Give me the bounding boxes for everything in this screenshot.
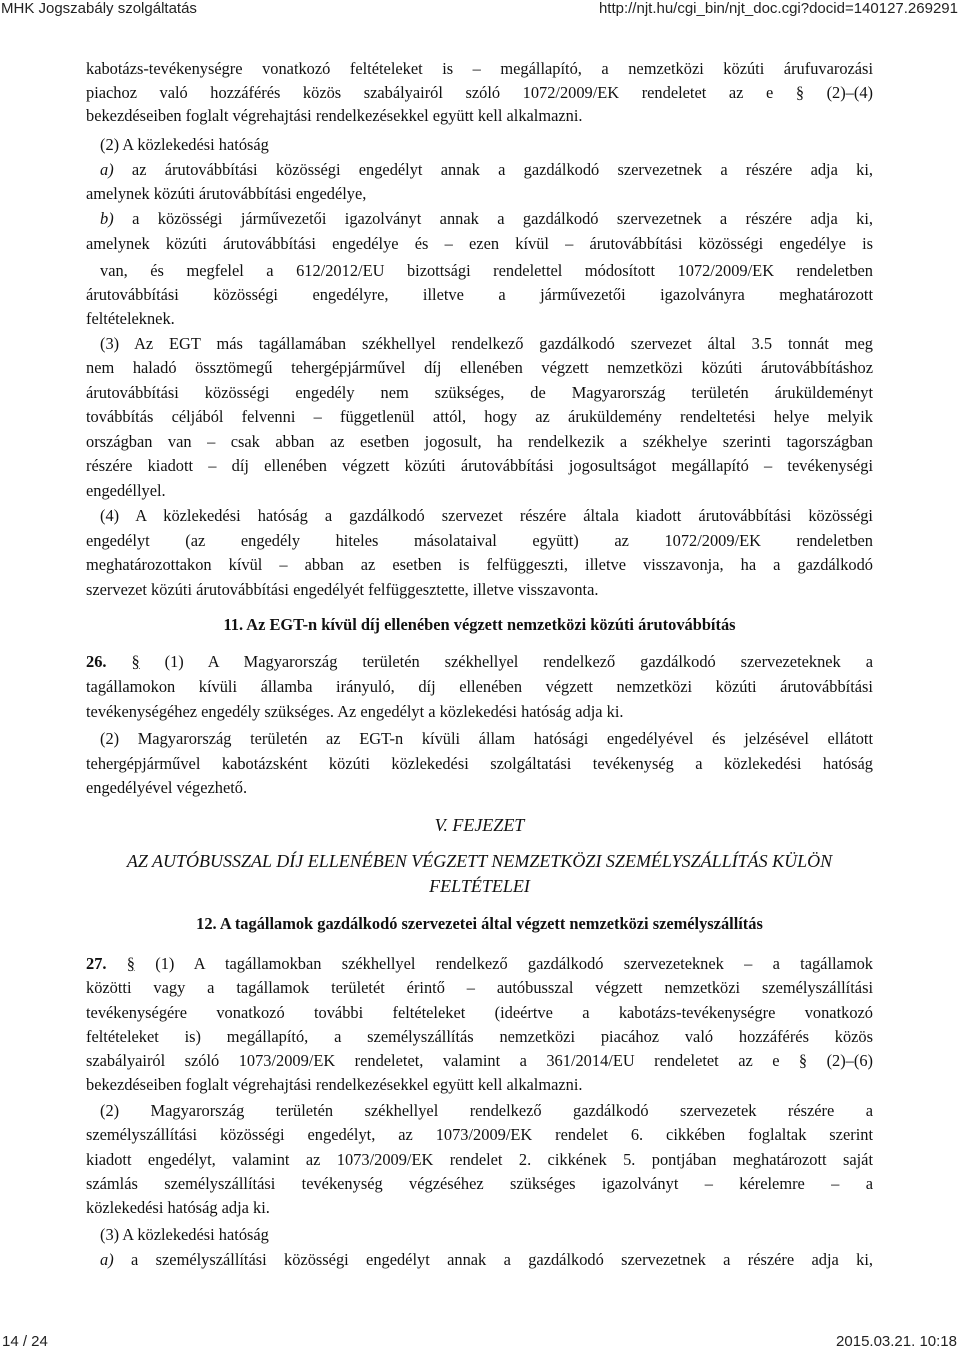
- text-line: tagállamokon kívüli államba irányuló, díj ellenében végzett nemzetközi közúti árutovábbítási: [86, 677, 873, 696]
- paragraph-3: (3) Az EGT más tagállamában székhellyel rendelkező gazdálkodó szervezet által 3.5 tonnát meg: [100, 334, 873, 353]
- point-b-label: b): [100, 209, 114, 228]
- text-line: tevékenységéhez engedély szükséges. Az engedélyt a közlekedési hatóság adja ki.: [86, 702, 624, 721]
- text-line: nem haladó össztömegű tehergépjárművel díj ellenében végzett nemzetközi közúti árutovábbításhoz: [86, 358, 873, 377]
- text-line: közlekedési hatóság adja ki.: [86, 1198, 270, 1217]
- section-27-text: (1) A tagállamokban székhellyel rendelkező gazdálkodó szervezeteknek – a tagállamok: [134, 954, 873, 973]
- point-b-text: a közösségi járművezetői igazolványt annak a gazdálkodó szervezetnek a részére adja ki,: [113, 209, 873, 228]
- section-26-text: (1) A Magyarország területén székhellyel rendelkező gazdálkodó szervezeteknek a: [139, 652, 873, 671]
- text-line: kiadott engedélyt, valamint az 1073/2009/EK rendelet 2. cikkének 5. pontjában meghatározott saját: [86, 1150, 873, 1169]
- point-a-text: az árutovábbítási közösségi engedélyt annak a gazdálkodó szervezetnek a részére adja ki,: [113, 160, 873, 179]
- text-line: tevékenységére vonatkozó további feltételeket (ideértve a kabotázs-tevékenységre vonatkozó: [86, 1003, 873, 1022]
- text-line: bekezdéseiben foglalt végrehajtási rendelkezésekkel együtt kell alkalmazni.: [86, 1075, 583, 1094]
- chapter-number: V. FEJEZET: [434, 815, 525, 835]
- page-number: 14 / 24: [2, 1333, 48, 1350]
- paragraph-27-2: (2) Magyarország területén székhellyel rendelkező gazdálkodó szervezetek részére a: [100, 1101, 873, 1120]
- point-a-text: a személyszállítási közösségi engedélyt annak a gazdálkodó szervezetnek a részére adja ki,: [113, 1250, 873, 1269]
- header-site-name: MHK Jogszabály szolgáltatás: [1, 0, 197, 17]
- text-line: amelynek közúti árutovábbítási engedélye és – ezen kívül – árutovábbítási közösségi engedélye is: [86, 234, 873, 253]
- text-line: szervezet közúti árutovábbítási engedélyét felfüggesztette, illetve visszavonta.: [86, 580, 599, 599]
- text-line: országban van – csak abban az esetben jogosult, ha rendelkezik a székhelye szerinti tagországban: [86, 432, 873, 451]
- chapter-title-cont: FELTÉTELEI: [429, 876, 530, 896]
- point-b: [100, 207, 873, 232]
- text-line: szabályairól szóló 1073/2009/EK rendeletet, valamint a 361/2014/EU rendeletet az e § (2)–(6): [86, 1051, 873, 1070]
- section-number: 26.: [86, 652, 107, 671]
- text-line: engedélyt (az engedély hiteles másolataival együtt) az 1072/2009/EK rendeletben: [86, 531, 873, 550]
- text-line: meghatározottakon kívül – abban az esetben is felfüggeszti, illetve visszavonja, ha a gazdálkodó: [86, 555, 873, 574]
- section-sign: §: [126, 954, 135, 973]
- text-line: feltételeknek.: [86, 309, 175, 328]
- text-line: piachoz való hozzáférés közös szabályairól szóló 1072/2009/EK rendeletet az e § (2)–(4): [86, 83, 873, 102]
- text-line: amelynek közúti árutovábbítási engedélye,: [86, 184, 367, 203]
- text-line: kabotázs-tevékenységre vonatkozó feltételeket is – megállapító, a nemzetközi közúti árufuvarozási: [86, 59, 873, 78]
- point-a-label: a): [100, 160, 114, 179]
- paragraph-4: (4) A közlekedési hatóság a gazdálkodó szervezet részére általa kiadott árutovábbítási közösségi: [100, 506, 873, 525]
- point-a: [100, 158, 873, 183]
- text-line: bekezdéseiben foglalt végrehajtási rendelkezésekkel együtt kell alkalmazni.: [86, 106, 583, 125]
- paragraph-2-intro: (2) A közlekedési hatóság: [100, 135, 269, 154]
- paragraph-27-3: (3) A közlekedési hatóság: [100, 1225, 269, 1244]
- section-sign: §: [131, 652, 140, 671]
- text-line: részére kiadott – díj ellenében végzett közúti árutovábbítási jogosultságot megállapító – tevékenységi: [86, 456, 873, 475]
- section-26-first-line: [86, 650, 873, 675]
- text-line: tehergépjárművel kabotázsként közúti közlekedési szolgáltatási tevékenység a közlekedési hatóság: [86, 754, 873, 773]
- text-line: van, és megfelel a 612/2012/EU bizottsági rendelettel módosított 1072/2009/EK rendeletben: [100, 261, 873, 280]
- text-line: engedélyével végezhető.: [86, 778, 248, 797]
- section-27-first-line: [86, 952, 873, 977]
- chapter-title: AZ AUTÓBUSSZAL DÍJ ELLENÉBEN VÉGZETT NEMZETKÖZI SZEMÉLYSZÁLLÍTÁS KÜLÖN: [126, 851, 833, 871]
- text-line: engedéllyel.: [86, 481, 166, 500]
- print-timestamp: 2015.03.21. 10:18: [836, 1333, 957, 1350]
- subtitle-11: 11. Az EGT-n kívül díj ellenében végzett nemzetközi közúti árutovábbítás: [223, 615, 736, 634]
- subtitle-12: 12. A tagállamok gazdálkodó szervezetei által végzett nemzetközi személyszállítás: [196, 914, 763, 933]
- text-line: árutovábbítási közösségi engedélyre, illetve a járművezetői igazolványra meghatározott: [86, 285, 873, 304]
- point-a-label: a): [100, 1250, 114, 1269]
- text-line: feltételeket is) megállapító, a személyszállítás nemzetközi piacához való hozzáférés közös: [86, 1027, 873, 1046]
- section-number: 27.: [86, 954, 107, 973]
- paragraph-26-2: (2) Magyarország területén az EGT-n kívüli állam hatósági engedélyével és jelzésével ellátott: [100, 729, 873, 748]
- text-line: továbbítás céljából felvenni – függetlenül attól, hogy az áruküldemény rendeltetési helye melyik: [86, 407, 873, 426]
- text-line: közötti vagy a tagállamok területét érintő – autóbusszal végzett nemzetközi személyszállítási: [86, 978, 873, 997]
- header-url[interactable]: http://njt.hu/cgi_bin/njt_doc.cgi?docid=140127.269291: [598, 0, 958, 17]
- text-line: árutovábbítási közösségi engedély nem szükséges, de Magyarország területén áruküldeményt: [86, 383, 873, 402]
- text-line: személyszállítási közösségi engedélyt, az 1073/2009/EK rendelet 6. cikkében foglaltak szerint: [86, 1125, 873, 1144]
- text-line: számlás személyszállítási tevékenység végzéséhez szükséges igazolványt – kérelemre – a: [86, 1174, 873, 1193]
- point-a: [100, 1248, 873, 1273]
